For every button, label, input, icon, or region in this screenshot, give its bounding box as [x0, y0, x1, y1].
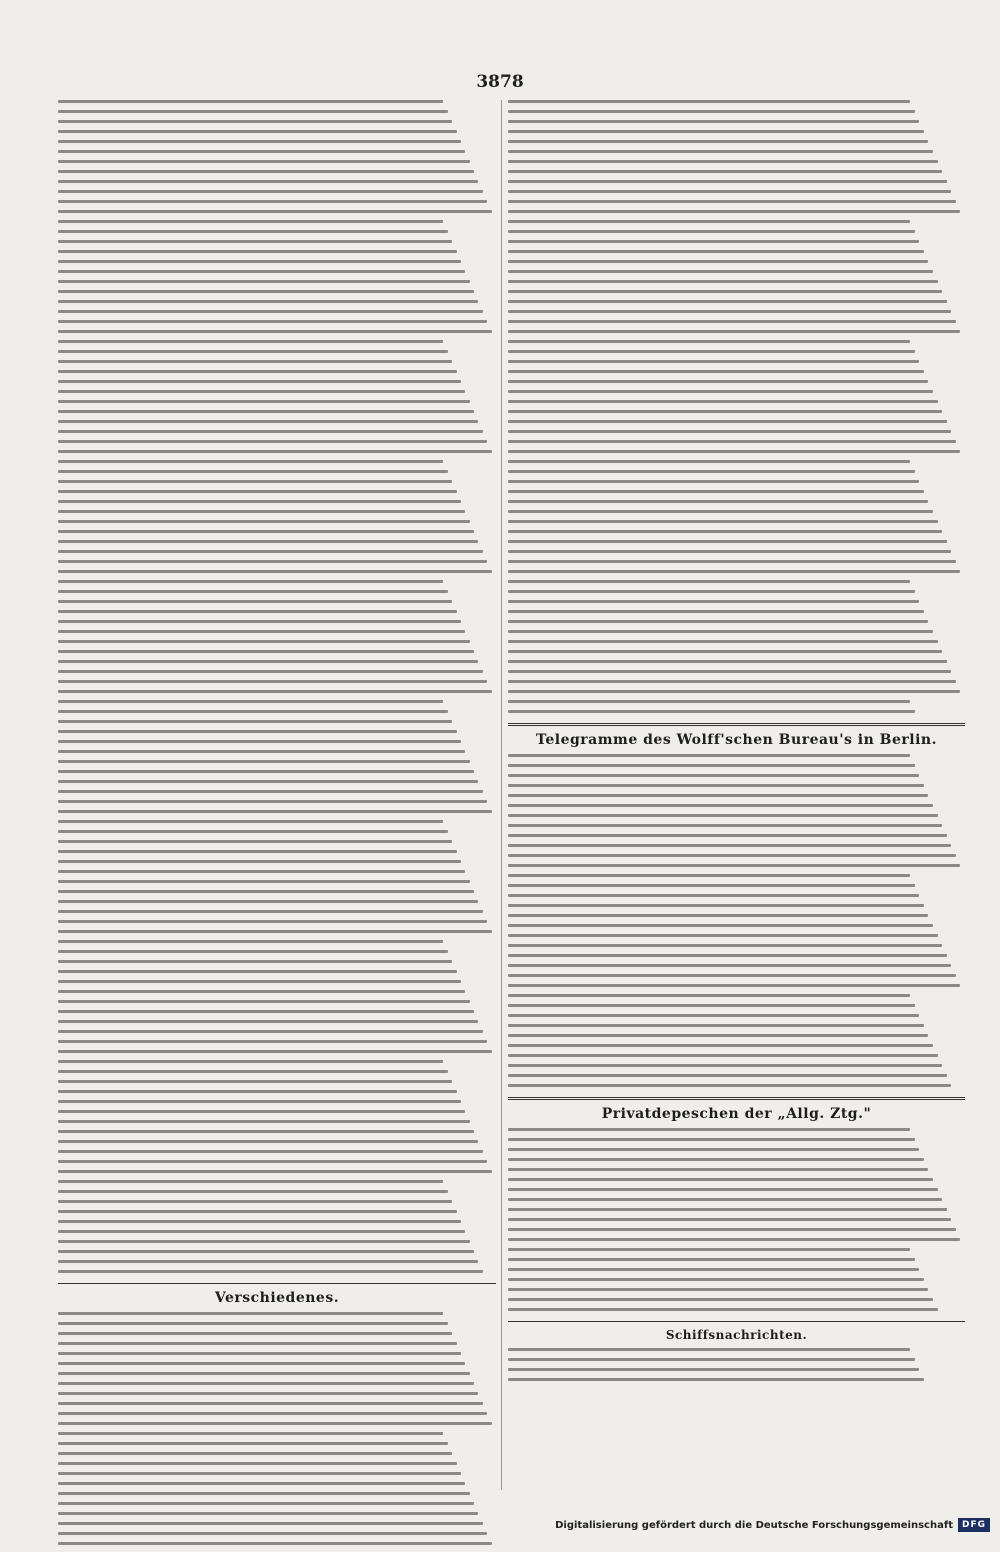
text-line: [58, 720, 452, 723]
text-line: [58, 880, 470, 883]
text-line: [508, 370, 924, 373]
text-line: [58, 850, 457, 853]
text-line: [508, 210, 960, 213]
text-line: [508, 250, 924, 253]
text-line: [508, 190, 951, 193]
text-line: [58, 730, 457, 733]
text-line: [58, 520, 470, 523]
text-line: [58, 1160, 487, 1163]
text-line: [58, 340, 443, 343]
text-line: [508, 180, 947, 183]
text-line: [508, 140, 928, 143]
text-line: [58, 1362, 465, 1365]
text-line: [58, 820, 443, 823]
text-line: [508, 1138, 915, 1141]
text-line: [508, 380, 928, 383]
text-line: [508, 450, 960, 453]
right-column: [508, 100, 965, 1388]
text-line: [508, 884, 915, 887]
text-line: [508, 630, 933, 633]
text-line: [508, 130, 924, 133]
text-line: [58, 1502, 474, 1505]
text-line: [58, 1452, 452, 1455]
text-line: [508, 1298, 933, 1301]
text-line: [58, 940, 443, 943]
heading-verschiedenes: Verschiedenes.: [58, 1283, 496, 1306]
text-line: [58, 640, 470, 643]
text-line: [58, 200, 487, 203]
text-line: [58, 630, 465, 633]
text-line: [508, 904, 924, 907]
text-line: [508, 1178, 933, 1181]
footer: [555, 1518, 990, 1532]
text-line: [508, 1004, 915, 1007]
text-line: [508, 944, 942, 947]
text-line: [58, 1150, 483, 1153]
page-number: 3878: [476, 72, 524, 92]
text-line: [508, 854, 956, 857]
text-line: [508, 774, 919, 777]
text-line: [508, 270, 933, 273]
text-line: [508, 710, 915, 713]
text-line: [58, 480, 452, 483]
text-line: [58, 1010, 474, 1013]
text-line: [58, 500, 461, 503]
text-line: [58, 290, 474, 293]
text-line: [508, 1014, 919, 1017]
body-text-placeholder: [508, 100, 965, 713]
text-line: [508, 1358, 915, 1361]
text-line: [58, 410, 474, 413]
text-line: [508, 1258, 915, 1261]
text-line: [58, 760, 470, 763]
text-line: [58, 650, 474, 653]
text-line: [58, 1210, 457, 1213]
text-line: [508, 620, 928, 623]
text-line: [58, 1482, 465, 1485]
text-line: [58, 810, 492, 813]
text-line: [58, 150, 465, 153]
text-line: [58, 790, 483, 793]
text-line: [508, 1054, 938, 1057]
text-line: [58, 860, 461, 863]
text-line: [58, 680, 487, 683]
text-line: [58, 670, 483, 673]
text-line: [508, 560, 956, 563]
text-line: [508, 1198, 942, 1201]
text-line: [508, 260, 928, 263]
text-line: [58, 770, 474, 773]
text-line: [58, 1270, 483, 1273]
text-line: [58, 400, 470, 403]
text-line: [58, 1260, 478, 1263]
text-line: [58, 210, 492, 213]
text-line: [58, 380, 461, 383]
text-line: [58, 1100, 461, 1103]
text-line: [58, 1230, 465, 1233]
text-line: [58, 780, 478, 783]
text-line: [58, 250, 457, 253]
text-line: [58, 930, 492, 933]
text-line: [58, 1492, 470, 1495]
text-line: [508, 660, 947, 663]
text-line: [58, 1020, 478, 1023]
text-line: [508, 1044, 933, 1047]
text-line: [58, 1312, 443, 1315]
text-line: [508, 120, 919, 123]
text-line: [508, 1128, 910, 1131]
text-line: [58, 830, 448, 833]
text-line: [58, 470, 448, 473]
text-line: [58, 1472, 461, 1475]
text-line: [508, 350, 915, 353]
text-line: [58, 390, 465, 393]
text-line: [508, 1208, 947, 1211]
text-line: [58, 550, 483, 553]
text-line: [508, 754, 910, 757]
body-text-placeholder: [508, 1128, 965, 1311]
text-line: [508, 1228, 956, 1231]
text-line: [58, 890, 474, 893]
text-line: [508, 984, 960, 987]
text-line: [508, 1368, 919, 1371]
text-line: [58, 590, 448, 593]
text-line: [58, 980, 461, 983]
text-line: [58, 1522, 483, 1525]
text-line: [508, 300, 947, 303]
text-line: [58, 230, 448, 233]
text-line: [508, 110, 915, 113]
text-line: [508, 1024, 924, 1027]
text-line: [58, 330, 492, 333]
text-line: [58, 620, 461, 623]
text-line: [58, 1372, 470, 1375]
text-line: [508, 964, 951, 967]
text-line: [58, 300, 478, 303]
text-line: [508, 240, 919, 243]
text-line: [58, 1200, 452, 1203]
text-line: [508, 310, 951, 313]
text-line: [508, 470, 915, 473]
text-line: [58, 270, 465, 273]
text-line: [58, 310, 483, 313]
text-line: [508, 1064, 942, 1067]
text-line: [508, 220, 910, 223]
text-line: [508, 480, 919, 483]
text-line: [58, 260, 461, 263]
text-line: [58, 420, 478, 423]
text-line: [508, 1074, 947, 1077]
text-line: [58, 1060, 443, 1063]
text-line: [58, 1040, 487, 1043]
text-line: [508, 500, 928, 503]
body-text-placeholder: [58, 100, 496, 1273]
text-line: [58, 1030, 483, 1033]
text-line: [58, 1110, 465, 1113]
text-line: [58, 450, 492, 453]
text-line: [508, 400, 938, 403]
text-line: [58, 750, 465, 753]
text-line: [508, 550, 951, 553]
text-line: [508, 430, 951, 433]
text-line: [508, 690, 960, 693]
text-line: [508, 530, 942, 533]
text-line: [58, 690, 492, 693]
text-line: [508, 824, 942, 827]
text-line: [58, 1170, 492, 1173]
heading-schiffsnachrichten: Schiffsnachrichten.: [508, 1321, 965, 1342]
text-line: [58, 920, 487, 923]
text-line: [508, 150, 933, 153]
text-line: [508, 700, 910, 703]
text-line: [58, 460, 443, 463]
text-line: [508, 330, 960, 333]
text-line: [508, 834, 947, 837]
text-line: [508, 440, 956, 443]
text-line: [58, 1402, 483, 1405]
text-line: [508, 200, 956, 203]
text-line: [58, 1050, 492, 1053]
text-line: [508, 570, 960, 573]
text-line: [58, 870, 465, 873]
text-line: [58, 950, 448, 953]
text-line: [58, 990, 465, 993]
text-line: [508, 804, 933, 807]
text-line: [508, 340, 910, 343]
text-line: [58, 120, 452, 123]
text-line: [508, 1378, 924, 1381]
text-line: [508, 924, 933, 927]
heading-telegramme: Telegramme des Wolff'schen Bureau's in Berlin.: [508, 723, 965, 748]
text-line: [58, 1412, 487, 1415]
dfg-logo: DFG: [958, 1518, 990, 1532]
text-line: [58, 1180, 443, 1183]
text-line: [58, 1220, 461, 1223]
text-line: [508, 974, 956, 977]
footer-text: Digitalisierung gefördert durch die Deutsche Forschungsgemeinschaft: [555, 1519, 953, 1531]
text-line: [58, 1322, 448, 1325]
text-line: [58, 510, 465, 513]
text-line: [58, 1120, 470, 1123]
text-line: [58, 600, 452, 603]
text-line: [58, 280, 470, 283]
text-line: [508, 894, 919, 897]
text-line: [58, 320, 487, 323]
text-line: [58, 700, 443, 703]
text-line: [508, 1168, 928, 1171]
text-line: [58, 1392, 478, 1395]
text-line: [508, 1218, 951, 1221]
text-line: [508, 994, 910, 997]
text-line: [508, 640, 938, 643]
text-line: [58, 1432, 443, 1435]
text-line: [58, 970, 457, 973]
text-line: [58, 370, 457, 373]
text-line: [58, 1070, 448, 1073]
text-line: [508, 1248, 910, 1251]
text-line: [58, 800, 487, 803]
text-line: [58, 140, 461, 143]
text-line: [508, 170, 942, 173]
text-line: [58, 360, 452, 363]
text-line: [58, 530, 474, 533]
text-line: [508, 1188, 938, 1191]
left-column: [58, 100, 496, 1552]
text-line: [58, 1442, 448, 1445]
text-line: [508, 1348, 910, 1351]
text-line: [58, 1000, 470, 1003]
text-line: [508, 1084, 951, 1087]
text-line: [508, 290, 942, 293]
text-line: [58, 180, 478, 183]
text-line: [508, 934, 938, 937]
text-line: [58, 960, 452, 963]
body-text-placeholder: [508, 754, 965, 1087]
text-line: [58, 1190, 448, 1193]
text-line: [508, 510, 933, 513]
text-line: [508, 540, 947, 543]
text-line: [58, 1532, 487, 1535]
text-line: [58, 1090, 457, 1093]
text-line: [508, 914, 928, 917]
text-line: [58, 220, 443, 223]
text-line: [58, 1240, 470, 1243]
text-line: [508, 954, 947, 957]
text-line: [508, 814, 938, 817]
text-line: [58, 1080, 452, 1083]
text-line: [58, 1422, 492, 1425]
text-line: [508, 490, 924, 493]
text-line: [58, 350, 448, 353]
text-line: [58, 1250, 474, 1253]
text-line: [508, 1308, 938, 1311]
text-line: [508, 1278, 924, 1281]
text-line: [58, 1140, 478, 1143]
text-line: [58, 560, 487, 563]
text-line: [508, 600, 919, 603]
text-line: [58, 740, 461, 743]
body-text-placeholder: [58, 1312, 496, 1545]
text-line: [508, 874, 910, 877]
text-line: [58, 170, 474, 173]
text-line: [508, 1148, 919, 1151]
text-line: [508, 1158, 924, 1161]
text-line: [58, 610, 457, 613]
heading-privatdepeschen: Privatdepeschen der „Allg. Ztg.": [508, 1097, 965, 1122]
text-line: [58, 580, 443, 583]
text-line: [58, 910, 483, 913]
text-line: [58, 710, 448, 713]
body-text-placeholder: [508, 1348, 965, 1381]
text-line: [58, 900, 478, 903]
text-line: [508, 1268, 919, 1271]
text-line: [508, 590, 915, 593]
text-line: [58, 190, 483, 193]
text-line: [508, 610, 924, 613]
text-line: [508, 1288, 928, 1291]
text-line: [508, 100, 910, 103]
text-line: [58, 840, 452, 843]
text-line: [58, 660, 478, 663]
text-line: [58, 1130, 474, 1133]
text-line: [58, 540, 478, 543]
text-line: [508, 764, 915, 767]
text-line: [58, 110, 448, 113]
text-line: [58, 1382, 474, 1385]
text-line: [58, 130, 457, 133]
text-line: [58, 160, 470, 163]
text-line: [58, 440, 487, 443]
text-line: [508, 460, 910, 463]
text-line: [58, 490, 457, 493]
text-line: [508, 784, 924, 787]
text-line: [508, 794, 928, 797]
text-line: [58, 1512, 478, 1515]
text-line: [508, 844, 951, 847]
text-line: [508, 670, 951, 673]
text-line: [508, 864, 960, 867]
text-line: [508, 420, 947, 423]
text-line: [508, 390, 933, 393]
text-line: [58, 570, 492, 573]
text-line: [508, 520, 938, 523]
text-line: [508, 1034, 928, 1037]
text-line: [508, 320, 956, 323]
text-line: [508, 650, 942, 653]
text-line: [58, 430, 483, 433]
text-line: [58, 100, 443, 103]
text-line: [508, 230, 915, 233]
text-line: [58, 240, 452, 243]
text-line: [508, 160, 938, 163]
text-line: [508, 1238, 960, 1241]
text-line: [508, 680, 956, 683]
text-line: [58, 1462, 457, 1465]
text-line: [508, 580, 910, 583]
text-line: [58, 1352, 461, 1355]
text-line: [508, 280, 938, 283]
text-line: [58, 1342, 457, 1345]
text-line: [508, 360, 919, 363]
column-divider: [501, 100, 502, 1490]
text-line: [508, 410, 942, 413]
text-line: [58, 1332, 452, 1335]
